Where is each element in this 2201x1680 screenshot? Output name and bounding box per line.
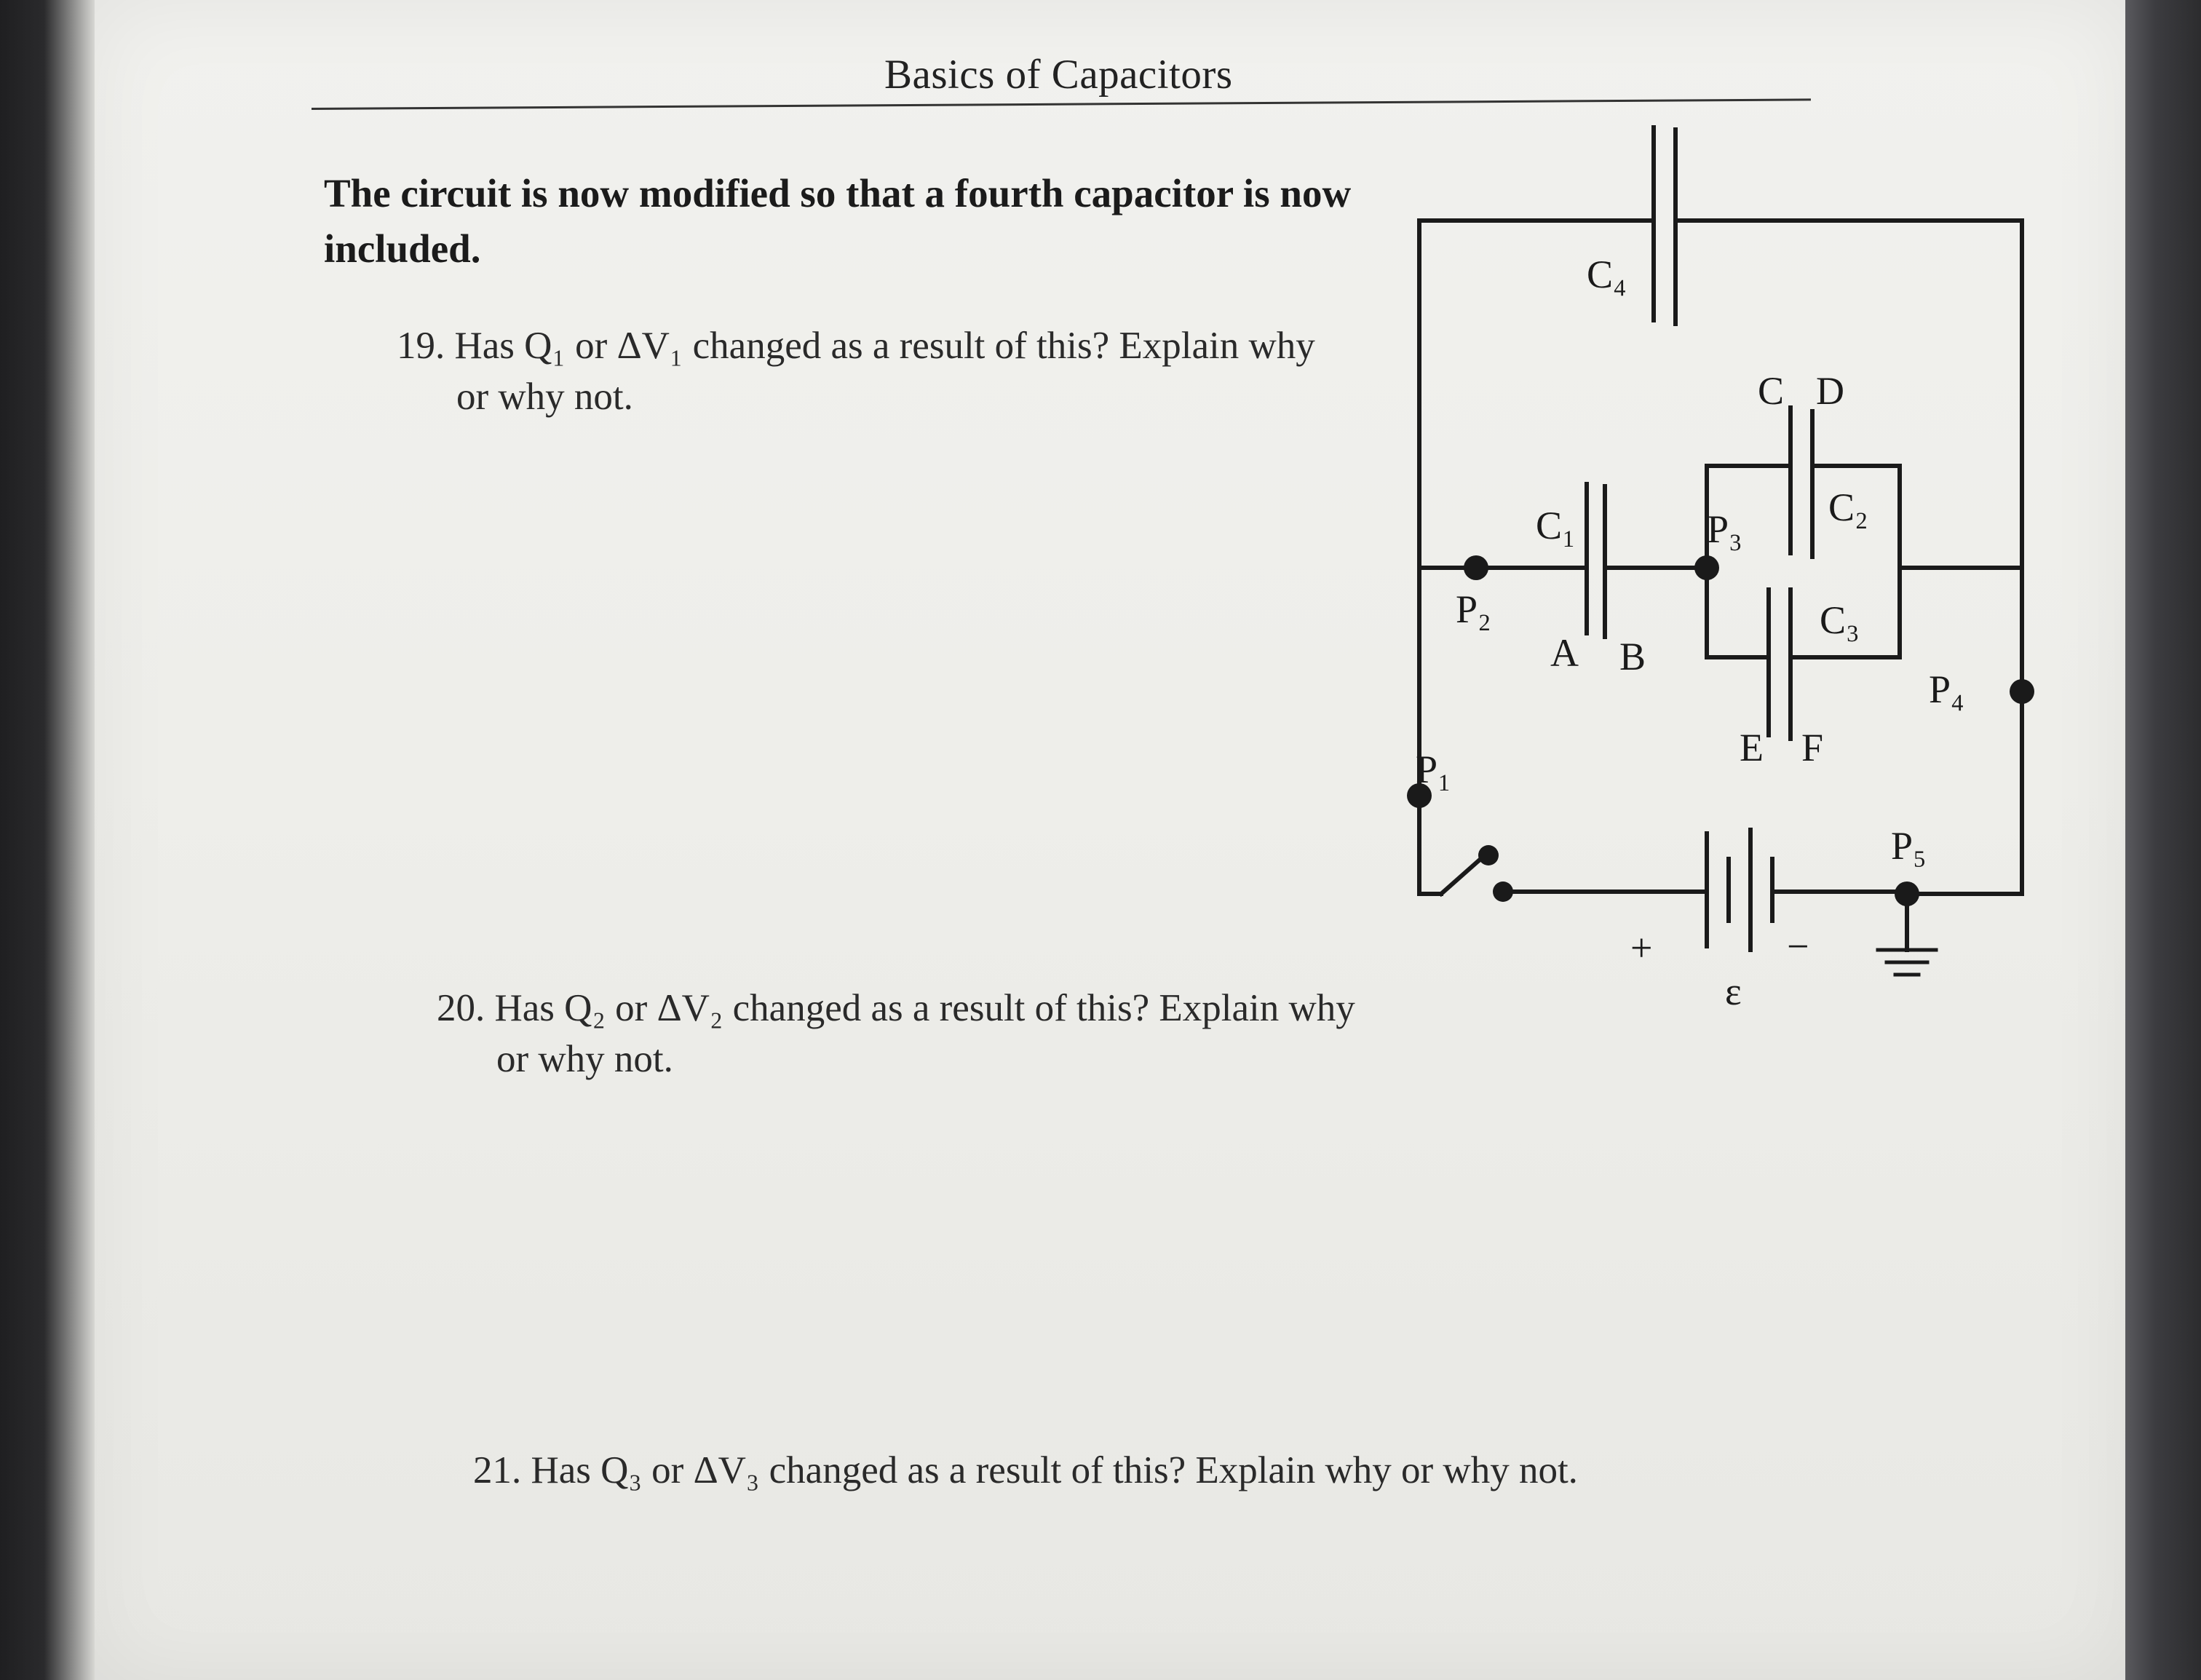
question-number: 19. xyxy=(397,325,445,367)
label-c2: C₂ xyxy=(1828,486,1868,529)
label-p2: P₂ xyxy=(1456,587,1491,631)
node-p2 xyxy=(1464,555,1488,580)
switch-contact-top xyxy=(1478,845,1499,865)
label-emf: ε xyxy=(1725,970,1742,1013)
circuit-diagram xyxy=(1368,116,2038,1019)
label-c: C xyxy=(1758,369,1785,413)
intro-text: The circuit is now modified so that a fourth capacitor is now included. xyxy=(324,171,1352,271)
question-21 xyxy=(473,1445,1783,1496)
question-text: Has Q₃ or ΔV₃ changed as a result of this? Explain why or why not. xyxy=(531,1449,1578,1491)
question-number: 21. xyxy=(473,1449,522,1491)
junction-wire-lower xyxy=(1707,568,1769,657)
label-c1: C₁ xyxy=(1536,504,1576,547)
label-c4: C₄ xyxy=(1587,253,1627,296)
node-p3 xyxy=(1694,555,1719,580)
question-19 xyxy=(397,320,1372,422)
node-p5 xyxy=(1895,881,1919,906)
label-a: A xyxy=(1550,631,1579,675)
label-d: D xyxy=(1816,369,1844,413)
question-text: Has Q₂ or ΔV₂ changed as a result of this? Explain why xyxy=(494,987,1355,1029)
label-f: F xyxy=(1801,726,1824,769)
label-p4: P₄ xyxy=(1929,667,1964,711)
switch-arm xyxy=(1441,855,1485,894)
label-b: B xyxy=(1619,635,1646,678)
node-p4 xyxy=(2010,679,2034,704)
question-20 xyxy=(437,983,1405,1085)
label-c3: C₃ xyxy=(1820,598,1860,642)
label-plus: + xyxy=(1630,926,1653,970)
monitor-bezel xyxy=(2125,0,2201,1680)
label-e: E xyxy=(1740,726,1764,769)
label-p5: P₅ xyxy=(1891,824,1927,868)
switch-contact-bottom xyxy=(1493,881,1513,902)
page-title: Basics of Capacitors xyxy=(884,52,1233,98)
question-text-continued: or why not. xyxy=(496,1038,673,1080)
question-text-continued: or why not. xyxy=(456,376,633,418)
label-minus: − xyxy=(1787,924,1809,968)
bottom-left-wire xyxy=(1419,796,1441,894)
label-p3: P₃ xyxy=(1707,507,1742,551)
label-p1: P₁ xyxy=(1416,748,1451,791)
question-number: 20. xyxy=(437,987,485,1029)
question-text: Has Q₁ or ΔV₁ changed as a result of this? Explain why xyxy=(454,325,1315,367)
